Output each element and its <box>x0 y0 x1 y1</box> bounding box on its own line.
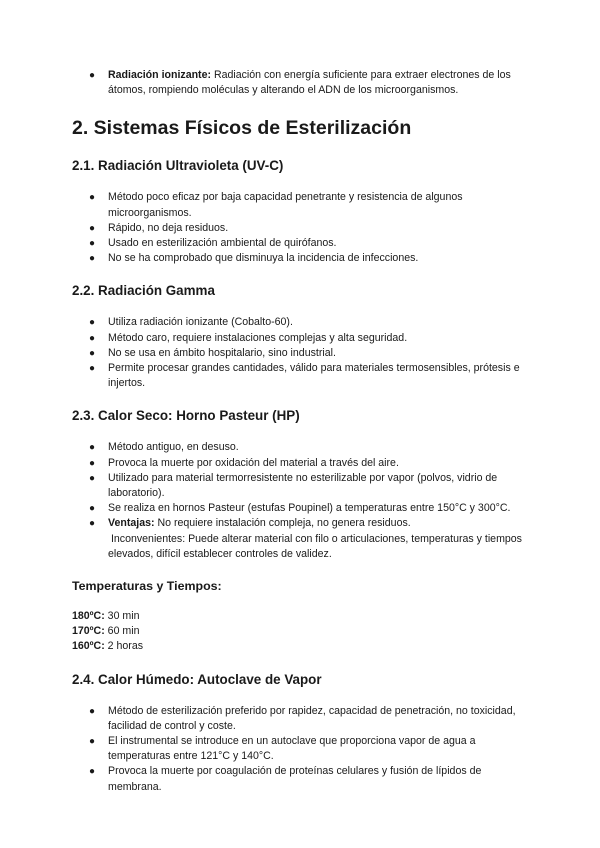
temps-row <box>72 609 532 624</box>
list-item <box>72 440 532 455</box>
term-label: Radiación ionizante: <box>108 69 212 81</box>
list-item-text: El instrumental se introduce en un autoclave que proporciona vapor de agua a temperaturas entre 121°C y 140°C. <box>108 735 476 763</box>
bullet-icon: ● <box>89 222 96 234</box>
temps-row <box>72 624 532 639</box>
subsection-title-autoclave: 2.4. Calor Húmedo: Autoclave de Vapor <box>72 671 322 687</box>
list-item-text: Rápido, no deja residuos. <box>108 221 229 234</box>
bullet-icon: ● <box>89 332 96 344</box>
temps-table <box>72 609 532 655</box>
pros-label: Ventajas: <box>108 517 155 530</box>
subsection-title-uv: 2.1. Radiación Ultravioleta (UV-C) <box>72 158 284 174</box>
section-title: 2. Sistemas Físicos de Esterilización <box>72 117 412 140</box>
list-item <box>72 471 532 501</box>
list-item-text: Usado en esterilización ambiental de quirófanos. <box>108 237 337 250</box>
subsection-title-dry-heat: 2.3. Calor Seco: Horno Pasteur (HP) <box>72 408 300 424</box>
list-item-text: Método caro, requiere instalaciones complejas y alta seguridad. <box>108 331 408 344</box>
bullet-icon: ● <box>89 457 96 469</box>
bullet-icon: ● <box>89 192 96 204</box>
document-content <box>72 68 532 795</box>
list-item-text: Método poco eficaz por baja capacidad penetrante y resistencia de algunos microorganismos. <box>108 191 463 219</box>
list-item-text: Método de esterilización preferido por rapidez, capacidad de penetración, no toxicidad, facilidad de control y coste. <box>108 704 516 732</box>
list-item <box>72 315 532 330</box>
time-value: 30 min <box>104 610 140 623</box>
pros-text: No requiere instalación compleja, no genera residuos. <box>154 517 411 530</box>
list-item <box>72 221 532 236</box>
bullet-icon: ● <box>89 347 96 359</box>
list-item <box>72 501 532 516</box>
temps-row <box>72 639 532 654</box>
temps-title: Temperaturas y Tiempos: <box>72 579 222 594</box>
list-item <box>72 190 532 220</box>
list-item <box>72 361 532 391</box>
list-item-text: Utilizado para material termorresistente no esterilizable por vapor (polvos, vidrio de laboratorio). <box>108 471 498 500</box>
term-definition: Radiación con energía suficiente para extraer electrones de los átomos, rompiendo moléculas y alterando el ADN de los microorganismos. <box>108 69 511 97</box>
bullet-icon: ● <box>89 70 96 81</box>
list-item <box>72 734 532 764</box>
list-item <box>72 251 532 266</box>
time-value: 2 horas <box>104 640 144 653</box>
temp-value: 180ºC: <box>72 610 105 623</box>
list-item <box>72 68 532 98</box>
bullet-icon: ● <box>89 238 96 250</box>
list-item <box>72 346 532 361</box>
list-item <box>72 331 532 346</box>
intro-list <box>72 68 532 98</box>
temp-value: 160ºC: <box>72 640 105 653</box>
list-item-text: No se ha comprobado que disminuya la incidencia de infecciones. <box>108 252 419 265</box>
list-item-text: Método antiguo, en desuso. <box>108 441 239 454</box>
list-item <box>72 704 532 734</box>
bullet-icon: ● <box>89 472 96 484</box>
autoclave-list <box>72 704 532 795</box>
uv-list <box>72 190 532 266</box>
gamma-list <box>72 315 532 391</box>
bullet-icon: ● <box>89 518 96 530</box>
time-value: 60 min <box>104 625 140 638</box>
list-item <box>72 236 532 251</box>
bullet-icon: ● <box>89 363 96 375</box>
bullet-icon: ● <box>89 736 96 748</box>
list-item-pros-cons <box>72 516 532 562</box>
bullet-icon: ● <box>89 253 96 265</box>
list-item <box>72 456 532 471</box>
list-item <box>72 764 532 794</box>
bullet-icon: ● <box>89 766 96 778</box>
list-item-text: Utiliza radiación ionizante (Cobalto-60). <box>108 316 293 329</box>
bullet-icon: ● <box>89 705 96 717</box>
list-item-text: Se realiza en hornos Pasteur (estufas Poupinel) a temperaturas entre 150°C y 300°C. <box>108 502 511 515</box>
subsection-title-gamma: 2.2. Radiación Gamma <box>72 283 215 299</box>
dry-heat-list <box>72 440 532 562</box>
list-item-text: Permite procesar grandes cantidades, válido para materiales termosensibles, prótesis e injertos. <box>108 362 520 390</box>
bullet-icon: ● <box>89 442 96 454</box>
cons-text: Inconvenientes: Puede alterar material con filo o articulaciones, temperaturas y tiempos elevados, difícil establecer controles de validez. <box>108 532 522 560</box>
list-item-text: Provoca la muerte por coagulación de proteínas celulares y fusión de lípidos de membrana. <box>108 765 482 793</box>
list-item-text: No se usa en ámbito hospitalario, sino industrial. <box>108 346 336 359</box>
bullet-icon: ● <box>89 503 96 515</box>
temp-value: 170ºC: <box>72 625 105 638</box>
list-item-text: Provoca la muerte por oxidación del material a través del aire. <box>108 456 399 469</box>
bullet-icon: ● <box>89 317 96 329</box>
